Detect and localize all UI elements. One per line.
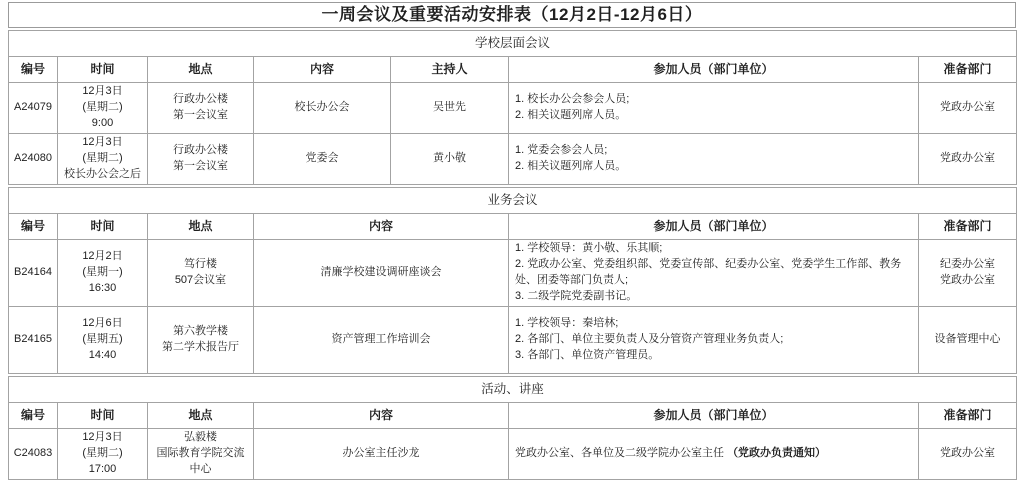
cell-prep-dept: 设备管理中心 xyxy=(919,307,1017,374)
cell-id: A24079 xyxy=(9,83,58,134)
col-header-content: 内容 xyxy=(254,403,509,429)
col-header-location: 地点 xyxy=(148,214,254,240)
cell-id: C24083 xyxy=(9,429,58,480)
section-title: 活动、讲座 xyxy=(9,377,1017,403)
cell-participants xyxy=(509,83,919,134)
participant-line: 3. 各部门、单位资产管理员。 xyxy=(515,348,660,361)
col-header-location: 地点 xyxy=(148,403,254,429)
time-line: (星期五) xyxy=(82,333,123,346)
cell-prep-dept: 党政办公室 xyxy=(919,429,1017,480)
cell-location xyxy=(148,240,254,307)
cell-content: 资产管理工作培训会 xyxy=(254,307,509,374)
section-business-meetings xyxy=(8,187,1017,374)
participant-line: 3. 二级学院党委副书记。 xyxy=(515,289,638,302)
participant-line: 2. 相关议题列席人员。 xyxy=(515,109,627,121)
col-header-prep-dept: 准备部门 xyxy=(919,403,1017,429)
location-line: 笃行楼 xyxy=(184,258,217,271)
participant-line: 1. 学校领导：黄小敬、乐其顺; xyxy=(515,242,663,255)
location-line: 行政办公楼 xyxy=(173,93,228,106)
table-row xyxy=(9,83,1017,134)
time-line: 12月6日 xyxy=(82,317,123,330)
table-row xyxy=(9,240,1017,307)
participant-line: 1. 校长办公会参会人员; xyxy=(515,93,630,106)
table-row xyxy=(9,429,1017,480)
cell-participants xyxy=(509,240,919,307)
cell-time xyxy=(58,83,148,134)
col-header-host: 主持人 xyxy=(391,57,509,83)
time-line: 校长办公会之后 xyxy=(64,167,141,180)
cell-content: 办公室主任沙龙 xyxy=(254,429,509,480)
cell-time xyxy=(58,134,148,185)
header-row xyxy=(9,57,1017,83)
prep-dept-line: 党政办公室 xyxy=(940,274,996,286)
cell-content: 清廉学校建设调研座谈会 xyxy=(254,240,509,307)
col-header-id: 编号 xyxy=(9,403,58,429)
time-line: (星期二) xyxy=(82,101,123,114)
section-caption-row xyxy=(9,188,1017,214)
col-header-prep-dept: 准备部门 xyxy=(919,57,1017,83)
location-line: 行政办公楼 xyxy=(173,144,228,157)
col-header-time: 时间 xyxy=(58,214,148,240)
location-line: 第一会议室 xyxy=(173,109,228,121)
participant-line: 2. 相关议题列席人员。 xyxy=(515,160,627,172)
location-line: 第六教学楼 xyxy=(173,325,228,338)
cell-content: 党委会 xyxy=(254,134,391,185)
participant-line: 2. 各部门、单位主要负责人及分管资产管理业务负责人; xyxy=(515,333,784,346)
cell-prep-dept: 党政办公室 xyxy=(919,83,1017,134)
col-header-time: 时间 xyxy=(58,403,148,429)
prep-dept-line: 纪委办公室 xyxy=(940,258,996,271)
cell-location xyxy=(148,134,254,185)
table-row xyxy=(9,134,1017,185)
location-line: 507会议室 xyxy=(174,274,227,286)
section-caption-row xyxy=(9,31,1017,57)
col-header-time: 时间 xyxy=(58,57,148,83)
participant-bold-note: （党政办负责通知） xyxy=(727,447,827,460)
cell-location xyxy=(148,429,254,480)
cell-time xyxy=(58,240,148,307)
participant-line: 1. 党委会参会人员; xyxy=(515,144,608,157)
header-row xyxy=(9,403,1017,429)
location-line: 第一会议室 xyxy=(173,160,228,172)
col-header-location: 地点 xyxy=(148,57,254,83)
col-header-content: 内容 xyxy=(254,214,509,240)
location-line: 第二学术报告厅 xyxy=(162,341,239,353)
time-line: 14:40 xyxy=(88,348,117,361)
cell-content: 校长办公会 xyxy=(254,83,391,134)
cell-participants xyxy=(509,429,919,480)
col-header-participants: 参加人员（部门单位） xyxy=(509,403,919,429)
col-header-id: 编号 xyxy=(9,57,58,83)
time-line: 12月2日 xyxy=(82,250,123,263)
time-line: 17:00 xyxy=(88,462,117,475)
cell-time xyxy=(58,429,148,480)
time-line: 9:00 xyxy=(91,116,114,129)
cell-participants xyxy=(509,134,919,185)
location-line: 国际教育学院交流中心 xyxy=(156,447,245,475)
cell-id: B24164 xyxy=(9,240,58,307)
table-row xyxy=(9,307,1017,374)
cell-prep-dept xyxy=(919,240,1017,307)
cell-prep-dept: 党政办公室 xyxy=(919,134,1017,185)
time-line: 12月3日 xyxy=(82,431,123,444)
section-activities-lectures xyxy=(8,376,1017,480)
col-header-participants: 参加人员（部门单位） xyxy=(509,57,919,83)
time-line: 12月3日 xyxy=(82,85,123,98)
cell-id: A24080 xyxy=(9,134,58,185)
section-caption-row xyxy=(9,377,1017,403)
col-header-content: 内容 xyxy=(254,57,391,83)
cell-location xyxy=(148,307,254,374)
time-line: (星期二) xyxy=(82,447,123,460)
cell-id: B24165 xyxy=(9,307,58,374)
header-row xyxy=(9,214,1017,240)
time-line: (星期一) xyxy=(82,266,123,279)
col-header-id: 编号 xyxy=(9,214,58,240)
cell-participants xyxy=(509,307,919,374)
participant-line: 2. 党政办公室、党委组织部、党委宣传部、纪委办公室、党委学生工作部、教务处、团委等部门负责人; xyxy=(515,258,902,286)
time-line: 12月3日 xyxy=(82,136,123,149)
participant-line: 1. 学校领导：秦培林; xyxy=(515,317,619,330)
cell-host: 黄小敬 xyxy=(391,134,509,185)
section-school-level-meetings xyxy=(8,30,1017,185)
col-header-prep-dept: 准备部门 xyxy=(919,214,1017,240)
cell-host: 吴世先 xyxy=(391,83,509,134)
cell-location xyxy=(148,83,254,134)
col-header-participants: 参加人员（部门单位） xyxy=(509,214,919,240)
time-line: 16:30 xyxy=(88,281,117,294)
page-title: 一周会议及重要活动安排表（12月2日-12月6日） xyxy=(8,2,1016,28)
section-title: 学校层面会议 xyxy=(9,31,1017,57)
time-line: (星期二) xyxy=(82,152,123,165)
location-line: 弘毅楼 xyxy=(184,431,217,444)
section-title: 业务会议 xyxy=(9,188,1017,214)
participant-text: 党政办公室、各单位及二级学院办公室主任 xyxy=(515,447,728,460)
cell-time xyxy=(58,307,148,374)
